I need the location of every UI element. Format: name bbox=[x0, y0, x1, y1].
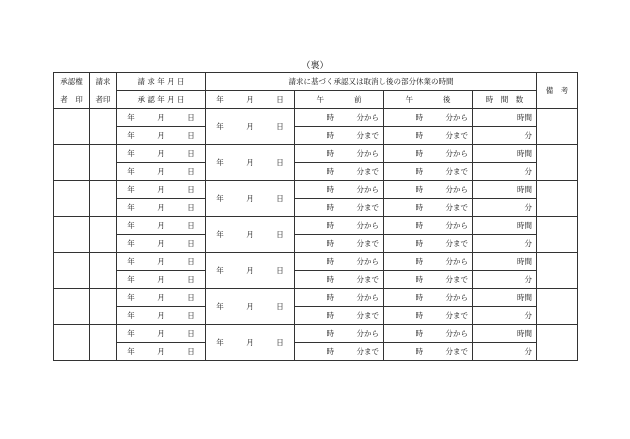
am-from-cell[interactable]: 時 分から bbox=[295, 181, 384, 199]
leave-date-cell[interactable]: 年 月 日 bbox=[206, 109, 295, 145]
am-from-cell[interactable]: 時 分から bbox=[295, 325, 384, 343]
entry-row-top bbox=[54, 289, 578, 307]
request-date-cell[interactable]: 年 月 日 bbox=[117, 217, 206, 235]
pm-to-cell[interactable]: 時 分まで bbox=[384, 343, 473, 361]
entry-row-bottom bbox=[54, 127, 578, 145]
remarks-cell[interactable] bbox=[537, 253, 578, 289]
approver-seal-cell[interactable] bbox=[54, 145, 90, 181]
request-date-cell[interactable]: 年 月 日 bbox=[117, 181, 206, 199]
minutes-cell[interactable]: 分 bbox=[473, 271, 537, 289]
remarks-cell[interactable] bbox=[537, 109, 578, 145]
header-row-1 bbox=[54, 73, 578, 91]
pm-to-cell[interactable]: 時 分まで bbox=[384, 235, 473, 253]
remarks-cell[interactable] bbox=[537, 217, 578, 253]
approval-date-cell[interactable]: 年 月 日 bbox=[117, 343, 206, 361]
approver-seal-cell[interactable] bbox=[54, 109, 90, 145]
minutes-cell[interactable]: 分 bbox=[473, 235, 537, 253]
approver-seal-cell[interactable] bbox=[54, 217, 90, 253]
pm-from-cell[interactable]: 時 分から bbox=[384, 289, 473, 307]
am-from-cell[interactable]: 時 分から bbox=[295, 145, 384, 163]
minutes-cell[interactable]: 分 bbox=[473, 163, 537, 181]
requester-seal-cell[interactable] bbox=[90, 181, 117, 217]
remarks-header: 備 考 bbox=[537, 73, 578, 109]
remarks-cell[interactable] bbox=[537, 145, 578, 181]
hours-header: 時 間 数 bbox=[473, 91, 537, 109]
requester-seal-cell[interactable] bbox=[90, 109, 117, 145]
approval-date-cell[interactable]: 年 月 日 bbox=[117, 271, 206, 289]
pm-to-cell[interactable]: 時 分まで bbox=[384, 163, 473, 181]
approval-date-cell[interactable]: 年 月 日 bbox=[117, 163, 206, 181]
minutes-cell[interactable]: 分 bbox=[473, 127, 537, 145]
hours-cell[interactable]: 時間 bbox=[473, 109, 537, 127]
am-from-cell[interactable]: 時 分から bbox=[295, 289, 384, 307]
hours-cell[interactable]: 時間 bbox=[473, 145, 537, 163]
entry-row-bottom bbox=[54, 307, 578, 325]
requester-seal-cell[interactable] bbox=[90, 217, 117, 253]
pm-from-cell[interactable]: 時 分から bbox=[384, 217, 473, 235]
approver-seal-header: 者 印 bbox=[54, 91, 90, 109]
am-header: 午 前 bbox=[295, 91, 384, 109]
partial-leave-table bbox=[53, 72, 578, 361]
hours-cell[interactable]: 時間 bbox=[473, 253, 537, 271]
pm-to-cell[interactable]: 時 分まで bbox=[384, 271, 473, 289]
request-date-cell[interactable]: 年 月 日 bbox=[117, 109, 206, 127]
requester-seal-cell[interactable] bbox=[90, 289, 117, 325]
am-from-cell[interactable]: 時 分から bbox=[295, 217, 384, 235]
request-date-cell[interactable]: 年 月 日 bbox=[117, 325, 206, 343]
header-row-2 bbox=[54, 91, 578, 109]
pm-from-cell[interactable]: 時 分から bbox=[384, 145, 473, 163]
approval-date-cell[interactable]: 年 月 日 bbox=[117, 307, 206, 325]
approver-seal-cell[interactable] bbox=[54, 289, 90, 325]
am-from-cell[interactable]: 時 分から bbox=[295, 253, 384, 271]
requester-seal-header: 者印 bbox=[90, 91, 117, 109]
am-to-cell[interactable]: 時 分まで bbox=[295, 271, 384, 289]
minutes-cell[interactable]: 分 bbox=[473, 199, 537, 217]
requester-seal-cell[interactable] bbox=[90, 325, 117, 361]
entry-row-bottom bbox=[54, 163, 578, 181]
leave-date-cell[interactable]: 年 月 日 bbox=[206, 289, 295, 325]
entry-row-top bbox=[54, 181, 578, 199]
remarks-cell[interactable] bbox=[537, 181, 578, 217]
minutes-cell[interactable]: 分 bbox=[473, 307, 537, 325]
minutes-cell[interactable]: 分 bbox=[473, 343, 537, 361]
am-from-cell[interactable]: 時 分から bbox=[295, 109, 384, 127]
entry-row-bottom bbox=[54, 271, 578, 289]
approval-date-cell[interactable]: 年 月 日 bbox=[117, 127, 206, 145]
entry-row-top bbox=[54, 109, 578, 127]
request-date-header: 請 求 年 月 日 bbox=[117, 73, 206, 91]
pm-to-cell[interactable]: 時 分まで bbox=[384, 127, 473, 145]
requester-seal-cell[interactable] bbox=[90, 253, 117, 289]
page-title: （裏） bbox=[301, 61, 329, 71]
entry-row-top bbox=[54, 145, 578, 163]
approver-seal-cell[interactable] bbox=[54, 325, 90, 361]
hours-cell[interactable]: 時間 bbox=[473, 217, 537, 235]
am-to-cell[interactable]: 時 分まで bbox=[295, 307, 384, 325]
am-to-cell[interactable]: 時 分まで bbox=[295, 199, 384, 217]
pm-header: 午 後 bbox=[384, 91, 473, 109]
leave-time-header: 請求に基づく承認又は取消し後の部分休業の時間 bbox=[206, 73, 537, 91]
am-to-cell[interactable]: 時 分まで bbox=[295, 127, 384, 145]
approver-seal-cell[interactable] bbox=[54, 253, 90, 289]
leave-date-cell[interactable]: 年 月 日 bbox=[206, 253, 295, 289]
approval-date-cell[interactable]: 年 月 日 bbox=[117, 235, 206, 253]
approval-date-header: 承 認 年 月 日 bbox=[117, 91, 206, 109]
entry-row-top bbox=[54, 325, 578, 343]
request-date-cell[interactable]: 年 月 日 bbox=[117, 253, 206, 271]
am-to-cell[interactable]: 時 分まで bbox=[295, 343, 384, 361]
am-to-cell[interactable]: 時 分まで bbox=[295, 163, 384, 181]
leave-date-cell[interactable]: 年 月 日 bbox=[206, 145, 295, 181]
am-to-cell[interactable]: 時 分まで bbox=[295, 235, 384, 253]
approval-date-cell[interactable]: 年 月 日 bbox=[117, 199, 206, 217]
approver-header: 承認権 bbox=[54, 73, 90, 91]
request-date-cell[interactable]: 年 月 日 bbox=[117, 145, 206, 163]
date-header: 年 月 日 bbox=[206, 91, 295, 109]
pm-from-cell[interactable]: 時 分から bbox=[384, 253, 473, 271]
entry-row-bottom bbox=[54, 199, 578, 217]
entry-row-top bbox=[54, 253, 578, 271]
request-date-cell[interactable]: 年 月 日 bbox=[117, 289, 206, 307]
approver-seal-cell[interactable] bbox=[54, 181, 90, 217]
entry-row-top bbox=[54, 217, 578, 235]
requester-seal-cell[interactable] bbox=[90, 145, 117, 181]
pm-to-cell[interactable]: 時 分まで bbox=[384, 307, 473, 325]
hours-cell[interactable]: 時間 bbox=[473, 181, 537, 199]
leave-date-cell[interactable]: 年 月 日 bbox=[206, 181, 295, 217]
requester-header: 請求 bbox=[90, 73, 117, 91]
remarks-cell[interactable] bbox=[537, 289, 578, 325]
leave-date-cell[interactable]: 年 月 日 bbox=[206, 217, 295, 253]
pm-to-cell[interactable]: 時 分まで bbox=[384, 199, 473, 217]
entry-row-bottom bbox=[54, 343, 578, 361]
pm-from-cell[interactable]: 時 分から bbox=[384, 109, 473, 127]
hours-cell[interactable]: 時間 bbox=[473, 325, 537, 343]
pm-from-cell[interactable]: 時 分から bbox=[384, 181, 473, 199]
entry-row-bottom bbox=[54, 235, 578, 253]
remarks-cell[interactable] bbox=[537, 325, 578, 361]
hours-cell[interactable]: 時間 bbox=[473, 289, 537, 307]
pm-from-cell[interactable]: 時 分から bbox=[384, 325, 473, 343]
leave-date-cell[interactable]: 年 月 日 bbox=[206, 325, 295, 361]
